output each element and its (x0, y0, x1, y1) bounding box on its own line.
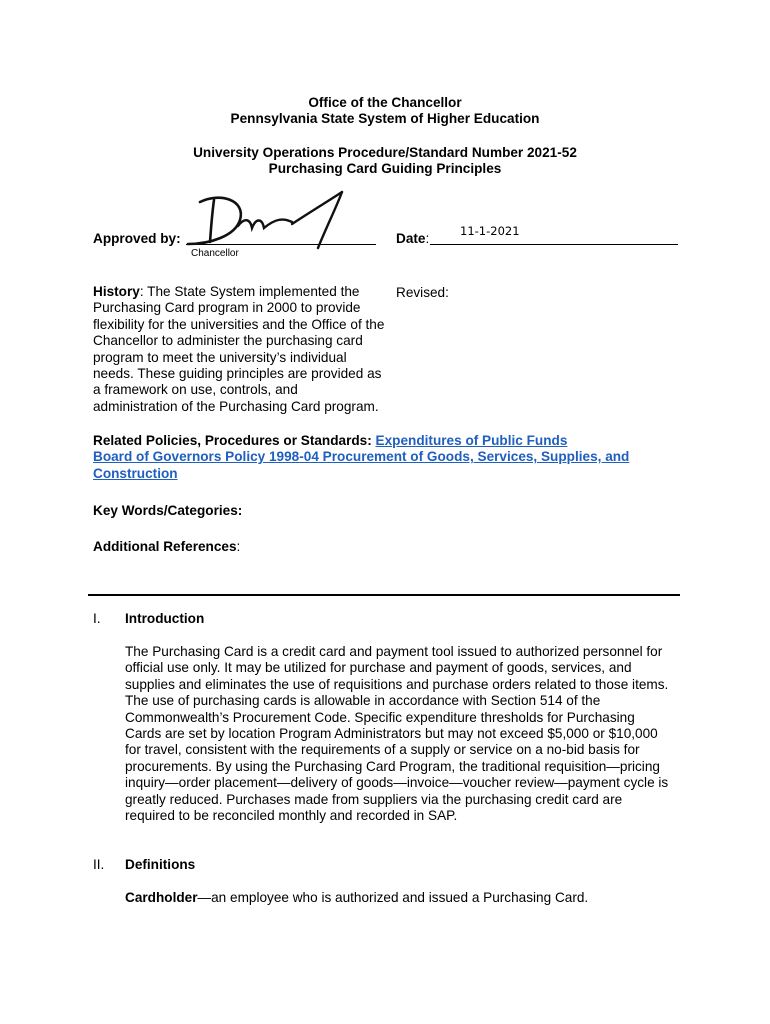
introduction-paragraph: The Purchasing Card is a credit card and payment tool issued to authorized personnel for official use only. It may be utilized for purchase and payment of goods, services, and supplies and eliminates the use of requisitions and purchase orders related to those items. The use of purchasing cards is allowable in accordance with Section 514 of the Commonwealth’s Procurement Code. Specific expenditure thresholds for Purchasing Cards are set by location Program Administrators but may not exceed $5,000 or $10,000 for travel, consistent with the requirements of a supply or service on a no-bid basis for procurements. By using the Purchasing Card Program, the traditional requisition—pricing inquiry—order placement—delivery of goods—invoice—voucher review—payment cycle is greatly reduced. Purchases made from suppliers via the purchasing credit card are required to be reconciled monthly and recorded in SAP. (125, 644, 669, 824)
related-policies (93, 433, 693, 482)
additional-references-label: Additional References (93, 539, 237, 554)
expenditures-link[interactable]: Expenditures of Public Funds (375, 433, 568, 448)
system-title: Pennsylvania State System of Higher Education (230, 111, 540, 126)
signer-role: Chancellor (191, 248, 239, 259)
section-divider (88, 594, 680, 596)
related-label: Related Policies, Procedures or Standards: (93, 433, 376, 448)
definition-cardholder (125, 890, 685, 906)
history-block: History: The State System implemented the Purchasing Card program in 2000 to provide flexibility for the universities and the Office of the Chancellor to administer the purchasing card program to meet the university’s individual needs. These guiding principles are provided as a framework on use, controls, and administration of the Purchasing Card program. (93, 284, 393, 415)
definition-text: —an employee who is authorized and issued a Purchasing Card. (197, 890, 589, 905)
approved-by-label: Approved by: (93, 231, 181, 246)
office-title: Office of the Chancellor (308, 95, 462, 110)
section-title-introduction: Introduction (125, 611, 205, 626)
history-line: Chancellor to administer the purchasing card (93, 333, 363, 349)
history-line: program to meet the university’s individual (93, 349, 347, 365)
keywords-label: Key Words/Categories: (93, 503, 243, 518)
section-title-definitions: Definitions (125, 857, 196, 872)
section-number: II. (93, 857, 105, 872)
section-number: I. (93, 611, 101, 626)
history-line: needs. These guiding principles are provided as (93, 366, 382, 382)
history-label: History (93, 284, 140, 299)
document-title: Purchasing Card Guiding Principles (268, 161, 502, 176)
date-field: Date: (396, 231, 430, 246)
procedure-number: University Operations Procedure/Standard Number 2021-52 (193, 145, 577, 160)
history-line: a framework on use, controls, and (93, 382, 298, 398)
additional-references: Additional References: (93, 539, 241, 554)
date-value: 11-1-2021 (460, 224, 520, 238)
definition-term: Cardholder (125, 890, 198, 905)
history-line: administration of the Purchasing Card program. (93, 398, 379, 414)
history-line: flexibility for the universities and the Office of the (93, 316, 385, 332)
bog-policy-link[interactable]: Board of Governors Policy 1998-04 Procurement of Goods, Services, Supplies, and Construction (93, 449, 630, 481)
date-label: Date (396, 231, 426, 246)
history-line: Purchasing Card program in 2000 to provide (93, 300, 361, 316)
revised-label: Revised: (396, 285, 449, 300)
date-line (430, 244, 678, 245)
